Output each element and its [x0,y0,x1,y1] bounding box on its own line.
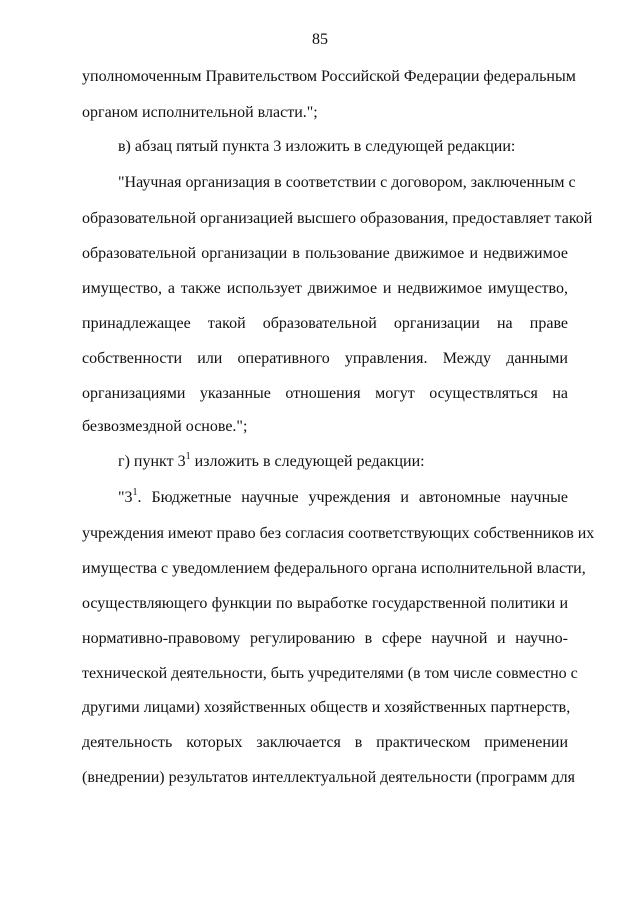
text-fragment: . Бюджетные научные учреждения и автономные научные [137,489,568,506]
text-fragment: изложить в следующей редакции: [190,453,425,470]
text-line: уполномоченным Правительством Российской Федерации федеральным [82,68,576,85]
text-line: имущество, а также использует движимое и недвижимое имущество, [82,280,568,297]
text-line: в) абзац пятый пункта 3 изложить в следующей редакции: [118,138,516,155]
text-line: учреждения имеют право без согласия соответствующих собственников их [82,525,595,542]
text-fragment: "3 [118,489,133,506]
page-number: 85 [312,31,328,48]
text-line: образовательной организацией высшего образования, предоставляет такой [82,210,593,227]
text-line: (внедрении) результатов интеллектуальной деятельности (программ для [82,769,576,786]
text-line: нормативно-правовому регулированию в сфере научной и научно- [82,630,568,647]
text-line: организациями указанные отношения могут осуществляться на [82,385,568,402]
text-line: осуществляющего функции по выработке государственной политики и [82,595,568,612]
text-line: принадлежащее такой образовательной организации на праве [82,315,568,332]
text-line: "Научная организация в соответствии с договором, заключенным с [118,174,576,191]
text-line: технической деятельности, быть учредителями (в том числе совместно с [82,665,578,682]
text-line: безвозмездной основе."; [82,418,248,435]
text-fragment: г) пункт 3 [118,453,186,470]
text-line [118,452,568,472]
text-line: деятельность которых заключается в практическом применении [82,734,568,751]
superscript: 1 [185,451,191,462]
superscript: 1 [132,487,138,498]
text-line: органом исполнительной власти."; [82,104,318,121]
text-line: собственности или оперативного управления. Между данными [82,350,568,367]
text-line: образовательной организации в пользование движимое и недвижимое [82,245,568,262]
text-line: другими лицами) хозяйственных обществ и хозяйственных партнерств, [82,699,571,716]
text-line: имущества с уведомлением федерального органа исполнительной власти, [82,560,586,577]
text-line [118,488,568,508]
